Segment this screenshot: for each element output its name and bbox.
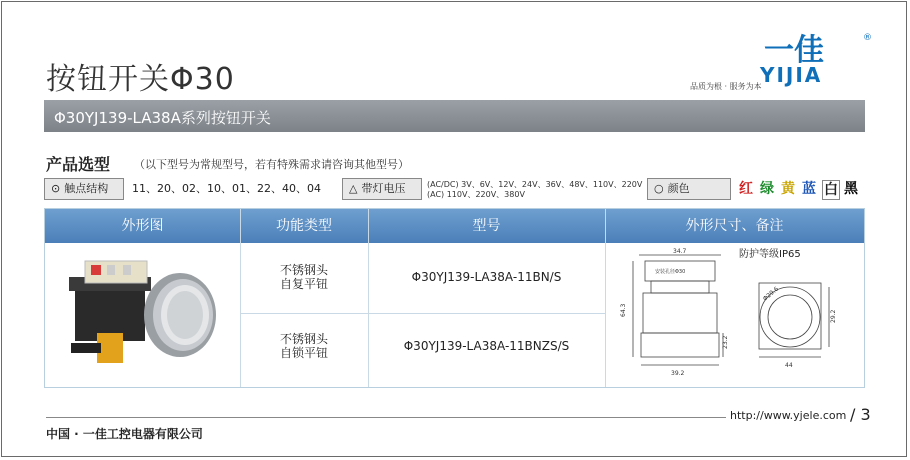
dim-top-width: 34.7 <box>673 248 687 255</box>
color-chip: 黑 <box>844 181 858 197</box>
color-label: 颜色 <box>667 182 690 195</box>
table-header <box>45 209 864 243</box>
color-chip: 红 <box>739 181 753 197</box>
dim-bottom-width: 39.2 <box>671 370 685 377</box>
logo-name: 一佳 <box>764 33 824 68</box>
function-type-2 <box>240 332 368 360</box>
color-chip: 白 <box>824 182 838 198</box>
color-chip: 黄 <box>781 181 795 197</box>
dim-mount-label: 安装孔径Φ30 <box>655 269 686 275</box>
color-chip: 绿 <box>760 181 774 197</box>
dim-diameter: Φ29.6 <box>761 285 781 303</box>
lamp-values-line2: (AC) 110V、220V、380V <box>427 190 525 199</box>
model-number-2: Φ30YJ139-LA38A-11BNZS/S <box>403 339 570 353</box>
lamp-values-line1: (AC/DC) 3V、6V、12V、24V、36V、48V、110V、220V <box>427 180 643 189</box>
brand-slogan: 品质为根 · 服务为本 <box>690 82 762 91</box>
lamp-voltage-box <box>342 178 422 200</box>
model-number-1: Φ30YJ139-LA38A-11BN/S <box>411 270 562 284</box>
row-divider <box>240 313 605 314</box>
brand-logo <box>760 30 870 90</box>
dim-base: 44 <box>785 362 793 369</box>
circle-icon: ○ <box>654 182 664 195</box>
lamp-voltage-values <box>427 180 642 200</box>
header-dimensions: 外形尺寸、备注 <box>685 218 784 234</box>
lamp-label: 带灯电压 <box>361 182 406 195</box>
function-type-1 <box>240 263 368 291</box>
radio-dot-icon: ⊙ <box>51 182 61 195</box>
contact-structure-box <box>44 178 124 200</box>
selection-note: （以下型号为常规型号，若有特殊需求请咨询其他型号） <box>134 158 409 171</box>
header-model: 型号 <box>472 218 501 234</box>
options-row <box>44 178 865 202</box>
color-box <box>647 178 731 200</box>
protection-note: 防护等级IP65 <box>739 249 801 260</box>
col-divider <box>605 209 606 387</box>
dim-lower: 23.2 <box>722 335 729 349</box>
footer-divider <box>46 417 726 418</box>
triangle-icon: △ <box>349 182 358 195</box>
color-chip: 蓝 <box>802 181 816 197</box>
dim-side: 29.2 <box>830 309 837 323</box>
contact-label: 触点结构 <box>64 182 109 195</box>
logo-latin: YIJIA <box>760 63 823 87</box>
series-banner <box>44 100 865 132</box>
function-type-1-text: 不锈钢头 自复平钮 <box>279 263 328 291</box>
header-function: 功能类型 <box>276 218 332 234</box>
banner-text: Φ30YJ139-LA38A系列按钮开关 <box>54 109 271 127</box>
dimension-drawing <box>615 247 859 382</box>
footer-url[interactable]: http://www.yjele.com <box>730 409 847 422</box>
function-type-2-text: 不锈钢头 自锁平钮 <box>279 332 328 360</box>
dim-height: 64.3 <box>620 303 627 317</box>
product-photo <box>65 251 225 376</box>
footer-company: 中国 · 一佳工控电器有限公司 <box>46 427 203 441</box>
page-title: 按钮开关Φ30 <box>46 62 235 97</box>
col-divider <box>368 209 369 387</box>
logo-mark: ® <box>863 33 872 43</box>
page-number: / 3 <box>850 405 871 424</box>
contact-values: 11、20、02、10、01、22、40、04 <box>132 182 321 195</box>
selection-title: 产品选型 <box>46 155 111 174</box>
header-appearance: 外形图 <box>121 218 164 234</box>
col-divider <box>240 209 241 387</box>
product-table <box>44 208 865 388</box>
